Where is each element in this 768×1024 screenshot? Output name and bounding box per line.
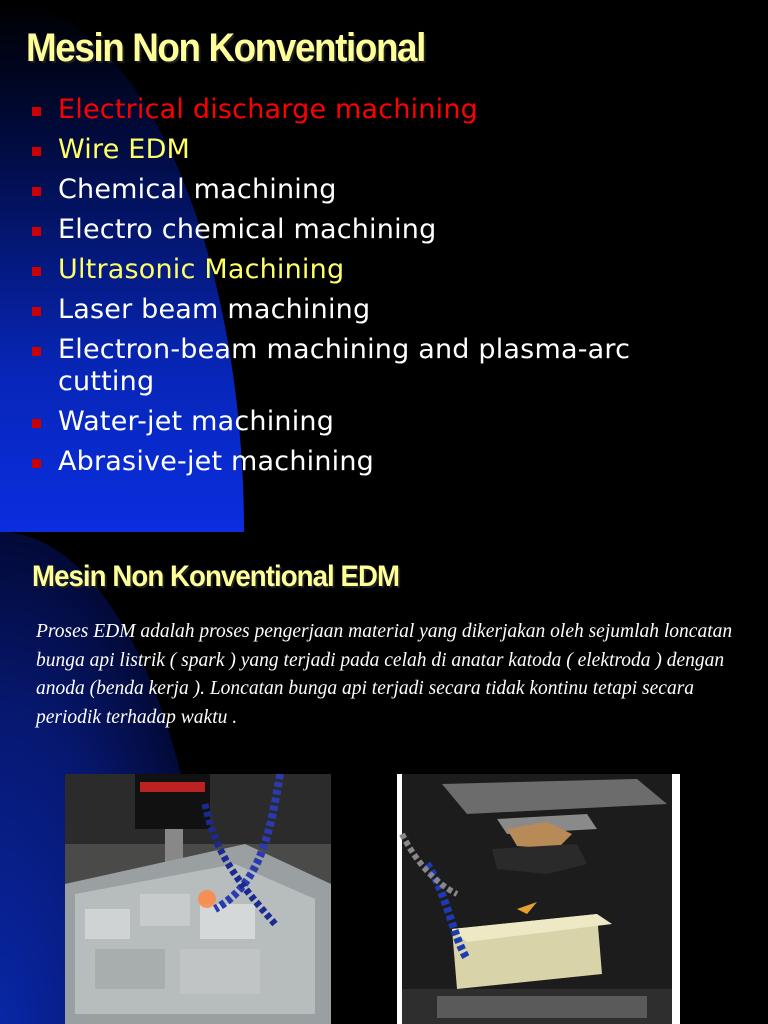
wire-edm-photo xyxy=(397,774,680,1024)
list-item xyxy=(30,174,730,206)
bullet-square-icon xyxy=(32,267,41,276)
description-paragraph: Proses EDM adalah proses pengerjaan material yang dikerjakan oleh sejumlah loncatan bunga api listrik ( spark ) yang terjadi pada celah di anatar katoda ( elektroda ) dengan anoda (benda kerja ). Loncatan bunga api terjadi secara tidak kontinu tetapi secara periodik terhadap waktu . xyxy=(36,621,733,728)
bullet-list xyxy=(30,94,730,486)
list-item-label: Electro chemical machining xyxy=(58,214,437,245)
bullet-square-icon xyxy=(32,347,41,356)
list-item-label: Water-jet machining xyxy=(58,406,335,437)
wire-edm-illustration xyxy=(397,774,680,1024)
list-item xyxy=(30,134,730,166)
list-item xyxy=(30,254,730,286)
bullet-square-icon xyxy=(32,419,41,428)
slide-title: Mesin Non Konventional xyxy=(26,26,425,70)
list-item xyxy=(30,406,730,438)
list-item-label: Electron-beam machining and plasma-arc cutting xyxy=(58,334,631,397)
list-item-label: Laser beam machining xyxy=(58,294,371,325)
list-item xyxy=(30,294,730,326)
slide-title: Mesin Non Konventional EDM xyxy=(32,560,400,593)
edm-machine-illustration xyxy=(65,774,331,1024)
list-item-label: Ultrasonic Machining xyxy=(58,254,345,285)
list-item xyxy=(30,94,730,126)
bullet-square-icon xyxy=(32,227,41,236)
bullet-square-icon xyxy=(32,107,41,116)
list-item-label: Wire EDM xyxy=(58,134,191,165)
list-item-label: Chemical machining xyxy=(58,174,337,205)
bullet-square-icon xyxy=(32,307,41,316)
list-item xyxy=(30,214,730,246)
bullet-square-icon xyxy=(32,187,41,196)
edm-machining-photo xyxy=(65,774,331,1024)
list-item-label: Electrical discharge machining xyxy=(58,94,479,125)
bullet-square-icon xyxy=(32,459,41,468)
list-item xyxy=(30,446,730,478)
slide-2 xyxy=(0,532,768,1024)
list-item-label: Abrasive-jet machining xyxy=(58,446,375,477)
list-item xyxy=(30,334,730,398)
bullet-square-icon xyxy=(32,147,41,156)
